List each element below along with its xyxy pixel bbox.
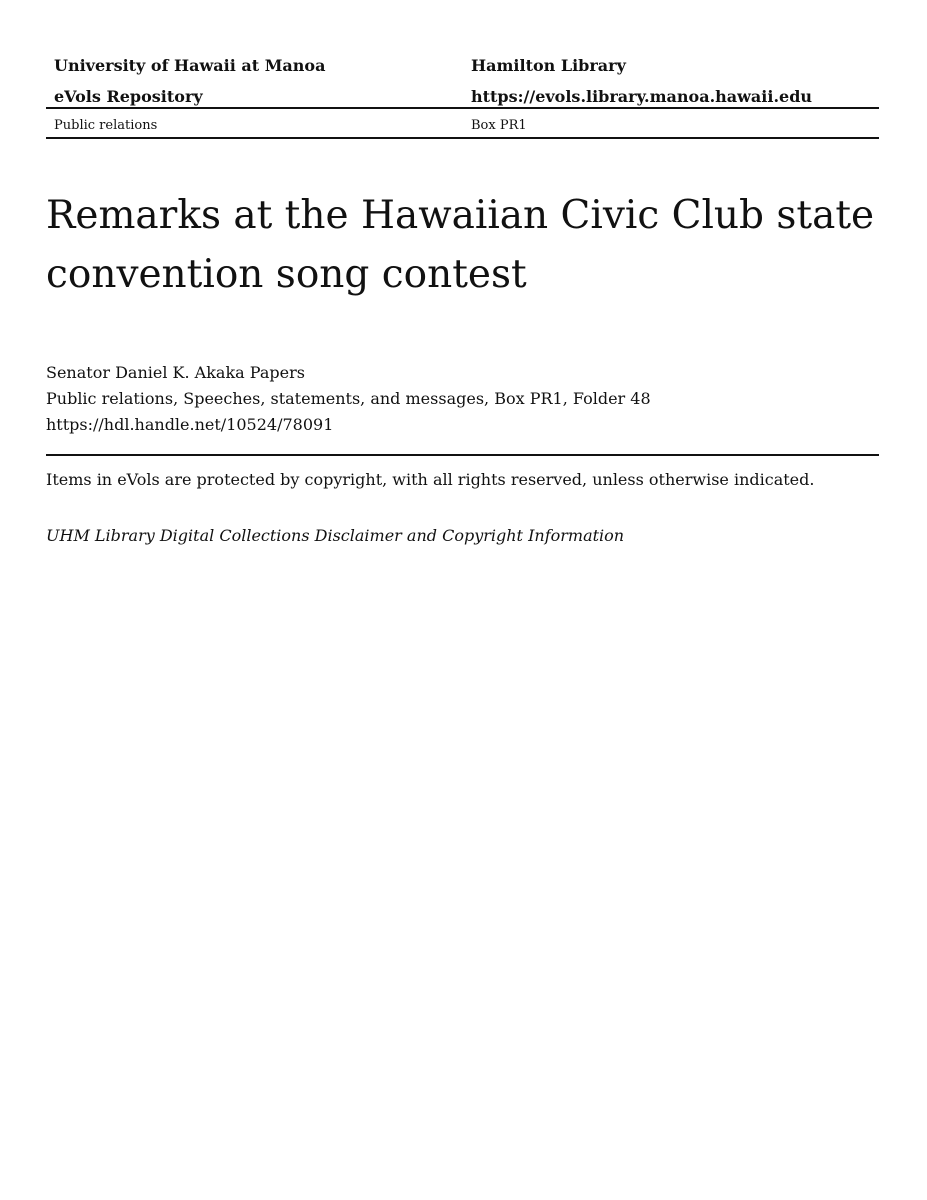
library-name: Hamilton Library: [471, 56, 626, 75]
document-title: Remarks at the Hawaiian Civic Club state convention song contest: [46, 193, 875, 297]
header-divider-bottom: [46, 137, 879, 139]
collection-name: Senator Daniel K. Akaka Papers: [46, 363, 305, 382]
disclaimer-link[interactable]: UHM Library Digital Collections Disclaimer and Copyright Information: [46, 526, 625, 545]
copyright-notice: Items in eVols are protected by copyright, with all rights reserved, unless otherwise indicated.: [46, 470, 815, 489]
repository-header: [46, 52, 879, 114]
metadata-divider: [46, 454, 879, 456]
repository-name: eVols Repository: [54, 87, 203, 106]
folder-location: Public relations, Speeches, statements, and messages, Box PR1, Folder 48: [46, 389, 651, 408]
series-name: Public relations: [54, 118, 158, 133]
institution-name: University of Hawaii at Manoa: [54, 56, 326, 75]
box-label: Box PR1: [471, 118, 527, 133]
document-metadata: [46, 360, 651, 438]
header-divider-top: [46, 107, 879, 109]
repository-url[interactable]: https://evols.library.manoa.hawaii.edu: [471, 87, 813, 106]
header-row-institution: [46, 52, 879, 83]
header-row-repository: [46, 83, 879, 114]
handle-link[interactable]: https://hdl.handle.net/10524/78091: [46, 415, 334, 434]
